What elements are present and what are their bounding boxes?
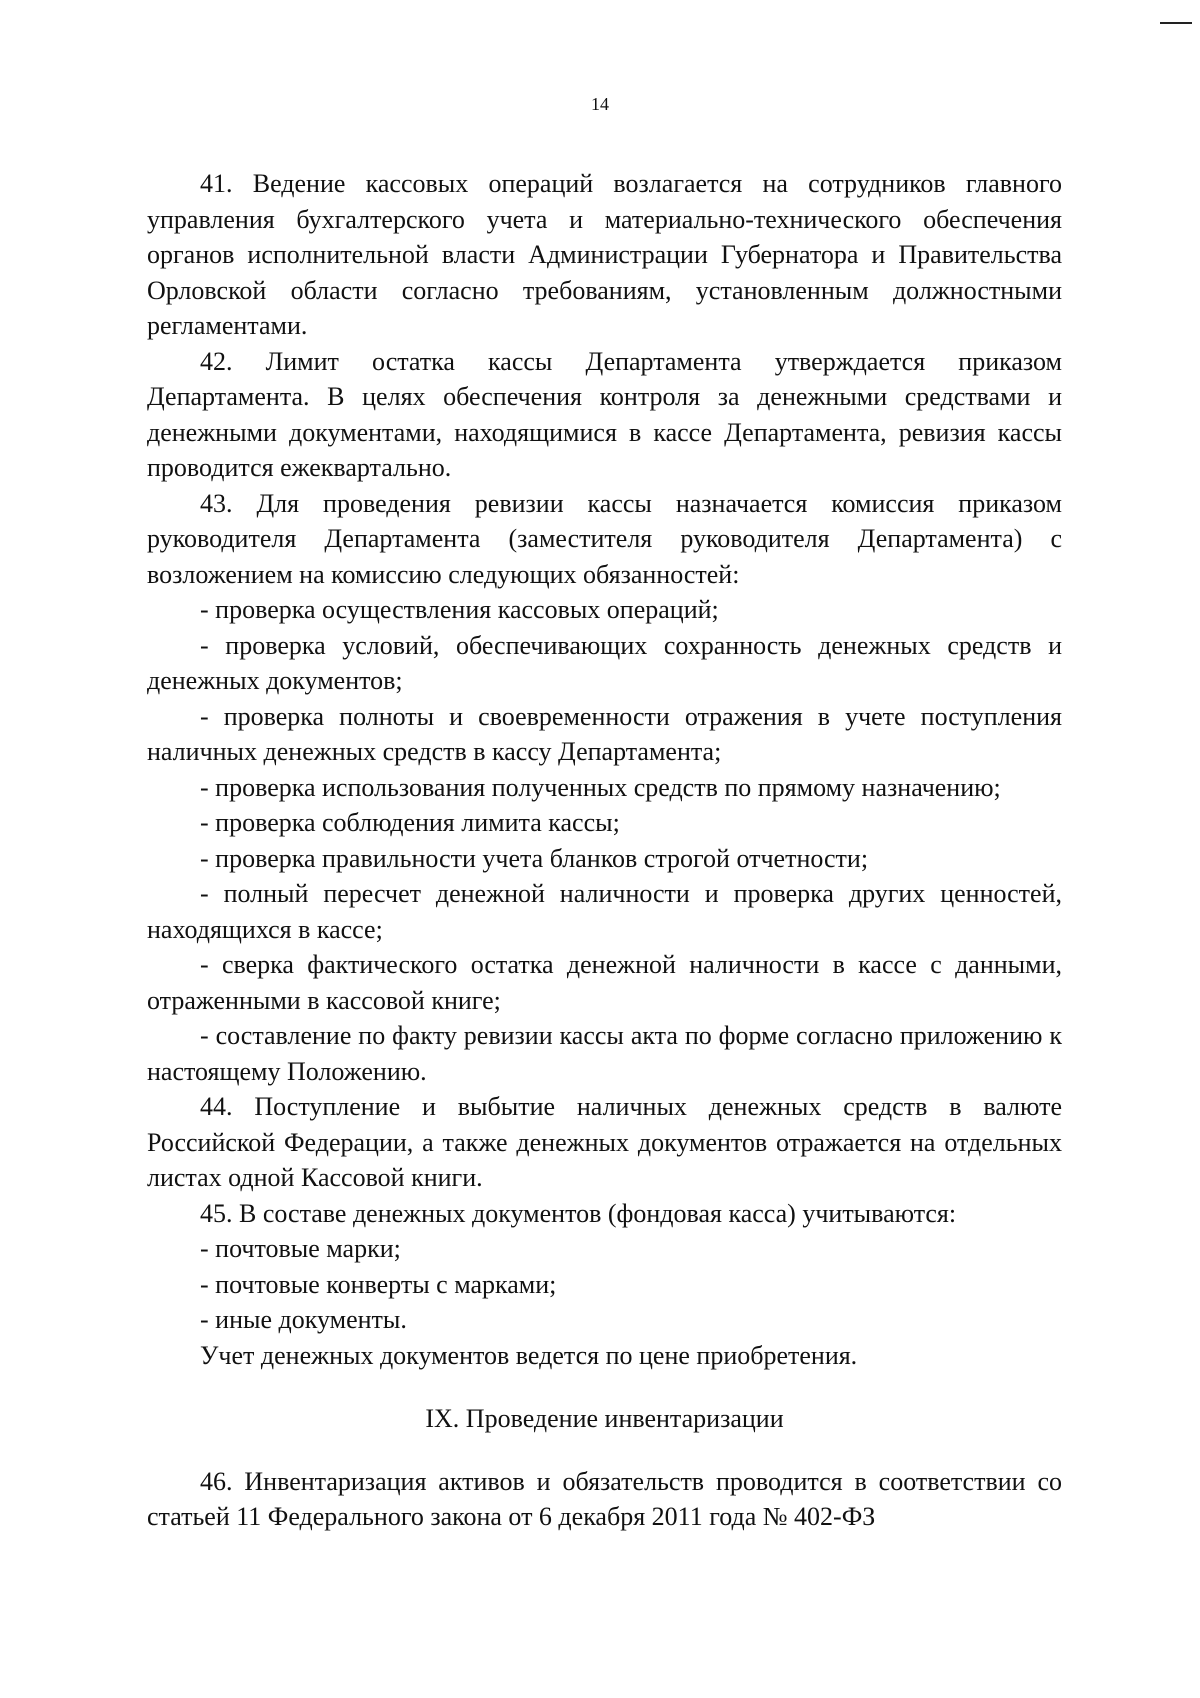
- paragraph-43: 43. Для проведения ревизии кассы назначается комиссия приказом руководителя Департамента (заместителя руководителя Департамента) с возложением на комиссию следующих обязанностей:: [147, 488, 1062, 589]
- paragraph-42: 42. Лимит остатка кассы Департамента утверждается приказом Департамента. В целях обеспечения контроля за денежными средствами и денежными документами, находящимися в кассе Департамента, ревизия кассы проводится ежеквартально.: [147, 346, 1062, 482]
- list-item-43-2: - проверка условий, обеспечивающих сохранность денежных средств и денежных документов;: [147, 630, 1062, 695]
- list-item-45-3: - иные документы.: [200, 1305, 407, 1334]
- list-item-45-1: - почтовые марки;: [200, 1234, 401, 1263]
- list-item-43-1: - проверка осуществления кассовых операций;: [200, 595, 719, 624]
- list-item-43-8: - сверка фактического остатка денежной наличности в кассе с данными, отраженными в кассовой книге;: [147, 950, 1062, 1015]
- paragraph-46: 46. Инвентаризация активов и обязательств проводится в соответствии со статьей 11 Федерального закона от 6 декабря 2011 года № 402-ФЗ: [147, 1466, 1062, 1531]
- list-item-43-9: - составление по факту ревизии кассы акта по форме согласно приложению к настоящему Положению.: [147, 1021, 1062, 1086]
- section-heading: IX. Проведение инвентаризации: [425, 1404, 784, 1433]
- list-item-43-7: - полный пересчет денежной наличности и проверка других ценностей, находящихся в кассе;: [147, 879, 1062, 944]
- paragraph-45-note: Учет денежных документов ведется по цене приобретения.: [200, 1340, 858, 1370]
- paragraph-41: 41. Ведение кассовых операций возлагается на сотрудников главного управления бухгалтерского учета и материально-технического обеспечения органов исполнительной власти Администрации Губернатора и Правительства Орловской области согласно требованиям, установленным должностными регламентами.: [147, 169, 1062, 340]
- list-item-43-5: - проверка соблюдения лимита кассы;: [200, 808, 620, 837]
- list-item-43-4: - проверка использования полученных средств по прямому назначению;: [200, 772, 1001, 802]
- list-item-43-6: - проверка правильности учета бланков строгой отчетности;: [200, 843, 869, 873]
- document-body: [147, 166, 1062, 1535]
- paragraph-44: 44. Поступление и выбытие наличных денежных средств в валюте Российской Федерации, а также денежных документов отражается на отдельных листах одной Кассовой книги.: [147, 1092, 1062, 1192]
- list-item-43-3: - проверка полноты и своевременности отражения в учете поступления наличных денежных средств в кассу Департамента;: [147, 701, 1062, 766]
- paragraph-45: 45. В составе денежных документов (фондовая касса) учитываются:: [200, 1198, 957, 1228]
- scan-edge-mark: [1160, 22, 1192, 24]
- list-item-45-2: - почтовые конверты с марками;: [200, 1269, 557, 1299]
- page-number: 14: [591, 94, 609, 114]
